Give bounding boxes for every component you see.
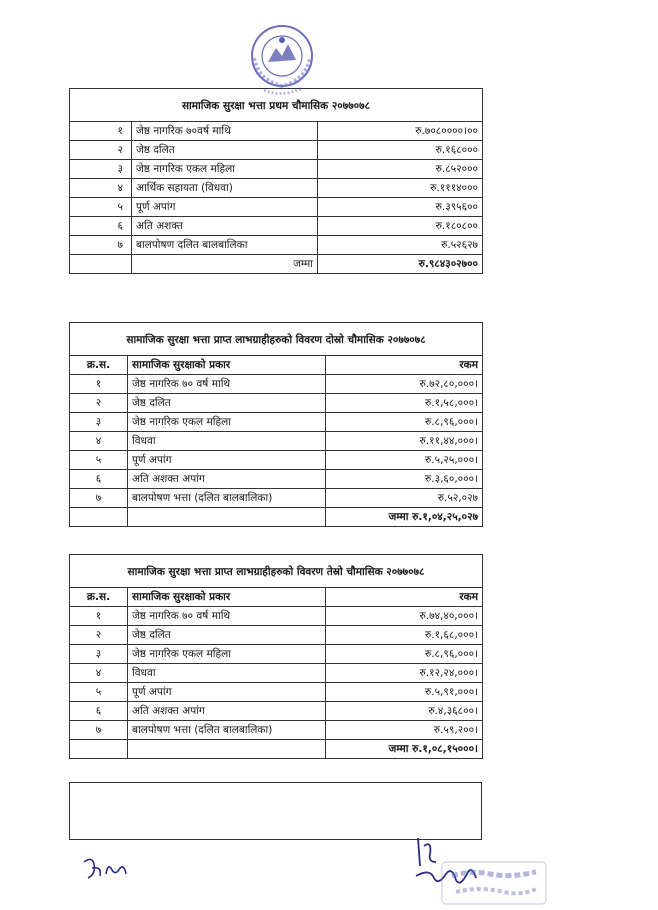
table-row bbox=[70, 470, 483, 489]
handwritten-signature-icon bbox=[78, 852, 138, 888]
allowance-type: पूर्ण अपांग bbox=[128, 683, 326, 702]
amount: रु.५२,०२७ bbox=[326, 489, 483, 508]
total-amount: रु.१,०४,२५,०२७ bbox=[412, 510, 479, 523]
amount: रु.१६८००० bbox=[318, 141, 483, 160]
empty-cell bbox=[128, 740, 326, 759]
serial-number: ३ bbox=[70, 645, 128, 664]
serial-number: १ bbox=[70, 122, 132, 141]
column-header-serial: क्र.स. bbox=[70, 356, 128, 375]
table-row bbox=[70, 451, 483, 470]
table-row bbox=[70, 236, 483, 255]
table-body bbox=[70, 375, 483, 527]
amount: रु.५,९१,०००। bbox=[326, 683, 483, 702]
table-row bbox=[70, 432, 483, 451]
column-header-type: सामाजिक सुरक्षाको प्रकार bbox=[128, 356, 326, 375]
table-body bbox=[70, 122, 483, 274]
column-header-amount: रकम bbox=[326, 356, 483, 375]
table-row bbox=[70, 721, 483, 740]
amount: रु.१८०८०० bbox=[318, 217, 483, 236]
total-label: जम्मा bbox=[388, 510, 409, 523]
empty-cell bbox=[128, 508, 326, 527]
serial-number: ६ bbox=[70, 217, 132, 236]
table-row bbox=[70, 702, 483, 721]
table-title: सामाजिक सुरक्षा भत्ता प्राप्त लाभग्राहीहरुको विवरण दोस्रो चौमासिक २०७७०७८ bbox=[70, 323, 483, 356]
table-row bbox=[70, 413, 483, 432]
serial-number: २ bbox=[70, 626, 128, 645]
amount: रु.१११४००० bbox=[318, 179, 483, 198]
allowance-type: जेष्ठ दलित bbox=[128, 626, 326, 645]
first-quarter-table bbox=[69, 88, 483, 274]
table-header-row bbox=[70, 588, 483, 607]
amount: रु.७२,८०,०००। bbox=[326, 375, 483, 394]
amount: रु.७०८००००।०० bbox=[318, 122, 483, 141]
amount: रु.१,५८,०००। bbox=[326, 394, 483, 413]
total-amount: रु.१,०८,१५०००। bbox=[412, 742, 479, 755]
total-row bbox=[70, 740, 483, 759]
serial-number: ४ bbox=[70, 664, 128, 683]
allowance-type: बालपोषण भत्ता (दलित बालबालिका) bbox=[128, 721, 326, 740]
serial-number: २ bbox=[70, 394, 128, 413]
table-row bbox=[70, 217, 483, 236]
table-row bbox=[70, 607, 483, 626]
allowance-type: जेष्ठ नागरिक ७०वर्ष माथि bbox=[132, 122, 318, 141]
serial-number: ४ bbox=[70, 179, 132, 198]
empty-cell bbox=[70, 255, 132, 274]
serial-number: ७ bbox=[70, 489, 128, 508]
amount: रु.११,४४,०००। bbox=[326, 432, 483, 451]
amount: रु.१,६८,०००। bbox=[326, 626, 483, 645]
allowance-type: बालपोषण भत्ता (दलित बालबालिका) bbox=[128, 489, 326, 508]
table-row bbox=[70, 141, 483, 160]
table-row bbox=[70, 394, 483, 413]
amount: रु.१२,२४,०००। bbox=[326, 664, 483, 683]
total-amount: रु.९८४३०२७०० bbox=[318, 255, 483, 274]
table-title: सामाजिक सुरक्षा भत्ता प्राप्त लाभग्राहीहरुको विवरण तेस्रो चौमासिक २०७७०७८ bbox=[70, 555, 483, 588]
table-row bbox=[70, 489, 483, 508]
allowance-type: जेष्ठ नागरिक एकल महिला bbox=[128, 645, 326, 664]
amount: रु.५,२५,०००। bbox=[326, 451, 483, 470]
serial-number: २ bbox=[70, 141, 132, 160]
serial-number: ५ bbox=[70, 683, 128, 702]
table-row bbox=[70, 645, 483, 664]
allowance-type: बालपोषण दलित बालबालिका bbox=[132, 236, 318, 255]
table-row bbox=[70, 179, 483, 198]
allowance-type: पूर्ण अपांग bbox=[132, 198, 318, 217]
allowance-type: अति अशक्त अपांग bbox=[128, 702, 326, 721]
total-row bbox=[70, 508, 483, 527]
allowance-type: विधवा bbox=[128, 664, 326, 683]
amount: रु.८,९६,०००। bbox=[326, 413, 483, 432]
table-body bbox=[70, 607, 483, 759]
total-label: जम्मा bbox=[132, 255, 318, 274]
table-row bbox=[70, 683, 483, 702]
serial-number: १ bbox=[70, 375, 128, 394]
allowance-type: जेष्ठ नागरिक एकल महिला bbox=[132, 160, 318, 179]
table-row bbox=[70, 122, 483, 141]
allowance-type: जेष्ठ दलित bbox=[132, 141, 318, 160]
serial-number: ६ bbox=[70, 702, 128, 721]
empty-cell bbox=[70, 508, 128, 527]
serial-number: ३ bbox=[70, 413, 128, 432]
serial-number: ७ bbox=[70, 721, 128, 740]
municipality-seal-icon bbox=[236, 20, 328, 98]
serial-number: ५ bbox=[70, 198, 132, 217]
empty-cell bbox=[70, 740, 128, 759]
serial-number: १ bbox=[70, 607, 128, 626]
amount: रु.५९,२००। bbox=[326, 721, 483, 740]
allowance-type: अति अशक्त अपांग bbox=[128, 470, 326, 489]
column-header-serial: क्र.स. bbox=[70, 588, 128, 607]
third-quarter-table bbox=[69, 554, 483, 759]
column-header-type: सामाजिक सुरक्षाको प्रकार bbox=[128, 588, 326, 607]
column-header-amount: रकम bbox=[326, 588, 483, 607]
allowance-type: आर्थिक सहायता (विधवा) bbox=[132, 179, 318, 198]
amount: रु.५२६२७ bbox=[318, 236, 483, 255]
allowance-type: जेष्ठ नागरिक एकल महिला bbox=[128, 413, 326, 432]
serial-number: ५ bbox=[70, 451, 128, 470]
allowance-type: जेष्ठ नागरिक ७० वर्ष माथि bbox=[128, 375, 326, 394]
amount: रु.८,९६,०००। bbox=[326, 645, 483, 664]
serial-number: ७ bbox=[70, 236, 132, 255]
allowance-type: अति अशक्त bbox=[132, 217, 318, 236]
table-row bbox=[70, 160, 483, 179]
allowance-type: जेष्ठ नागरिक ७० वर्ष माथि bbox=[128, 607, 326, 626]
amount: रु.८५२००० bbox=[318, 160, 483, 179]
total-row bbox=[70, 255, 483, 274]
serial-number: ४ bbox=[70, 432, 128, 451]
amount: रु.४,३६८००। bbox=[326, 702, 483, 721]
total-cell bbox=[326, 740, 483, 759]
table-row bbox=[70, 375, 483, 394]
table-row bbox=[70, 198, 483, 217]
second-quarter-table bbox=[69, 322, 483, 527]
serial-number: ६ bbox=[70, 470, 128, 489]
table-row bbox=[70, 664, 483, 683]
table-row bbox=[70, 626, 483, 645]
table-header-row bbox=[70, 356, 483, 375]
allowance-type: जेष्ठ दलित bbox=[128, 394, 326, 413]
allowance-type: पूर्ण अपांग bbox=[128, 451, 326, 470]
total-cell bbox=[326, 508, 483, 527]
amount: रु.७४,४०,०००। bbox=[326, 607, 483, 626]
amount: रु.३९५६०० bbox=[318, 198, 483, 217]
amount: रु.३,६०,०००। bbox=[326, 470, 483, 489]
table-title: सामाजिक सुरक्षा भत्ता प्रथम चौमासिक २०७७०७८ bbox=[70, 89, 483, 122]
total-label: जम्मा bbox=[388, 742, 409, 755]
allowance-type: विधवा bbox=[128, 432, 326, 451]
serial-number: ३ bbox=[70, 160, 132, 179]
officer-stamp-icon bbox=[440, 858, 548, 908]
